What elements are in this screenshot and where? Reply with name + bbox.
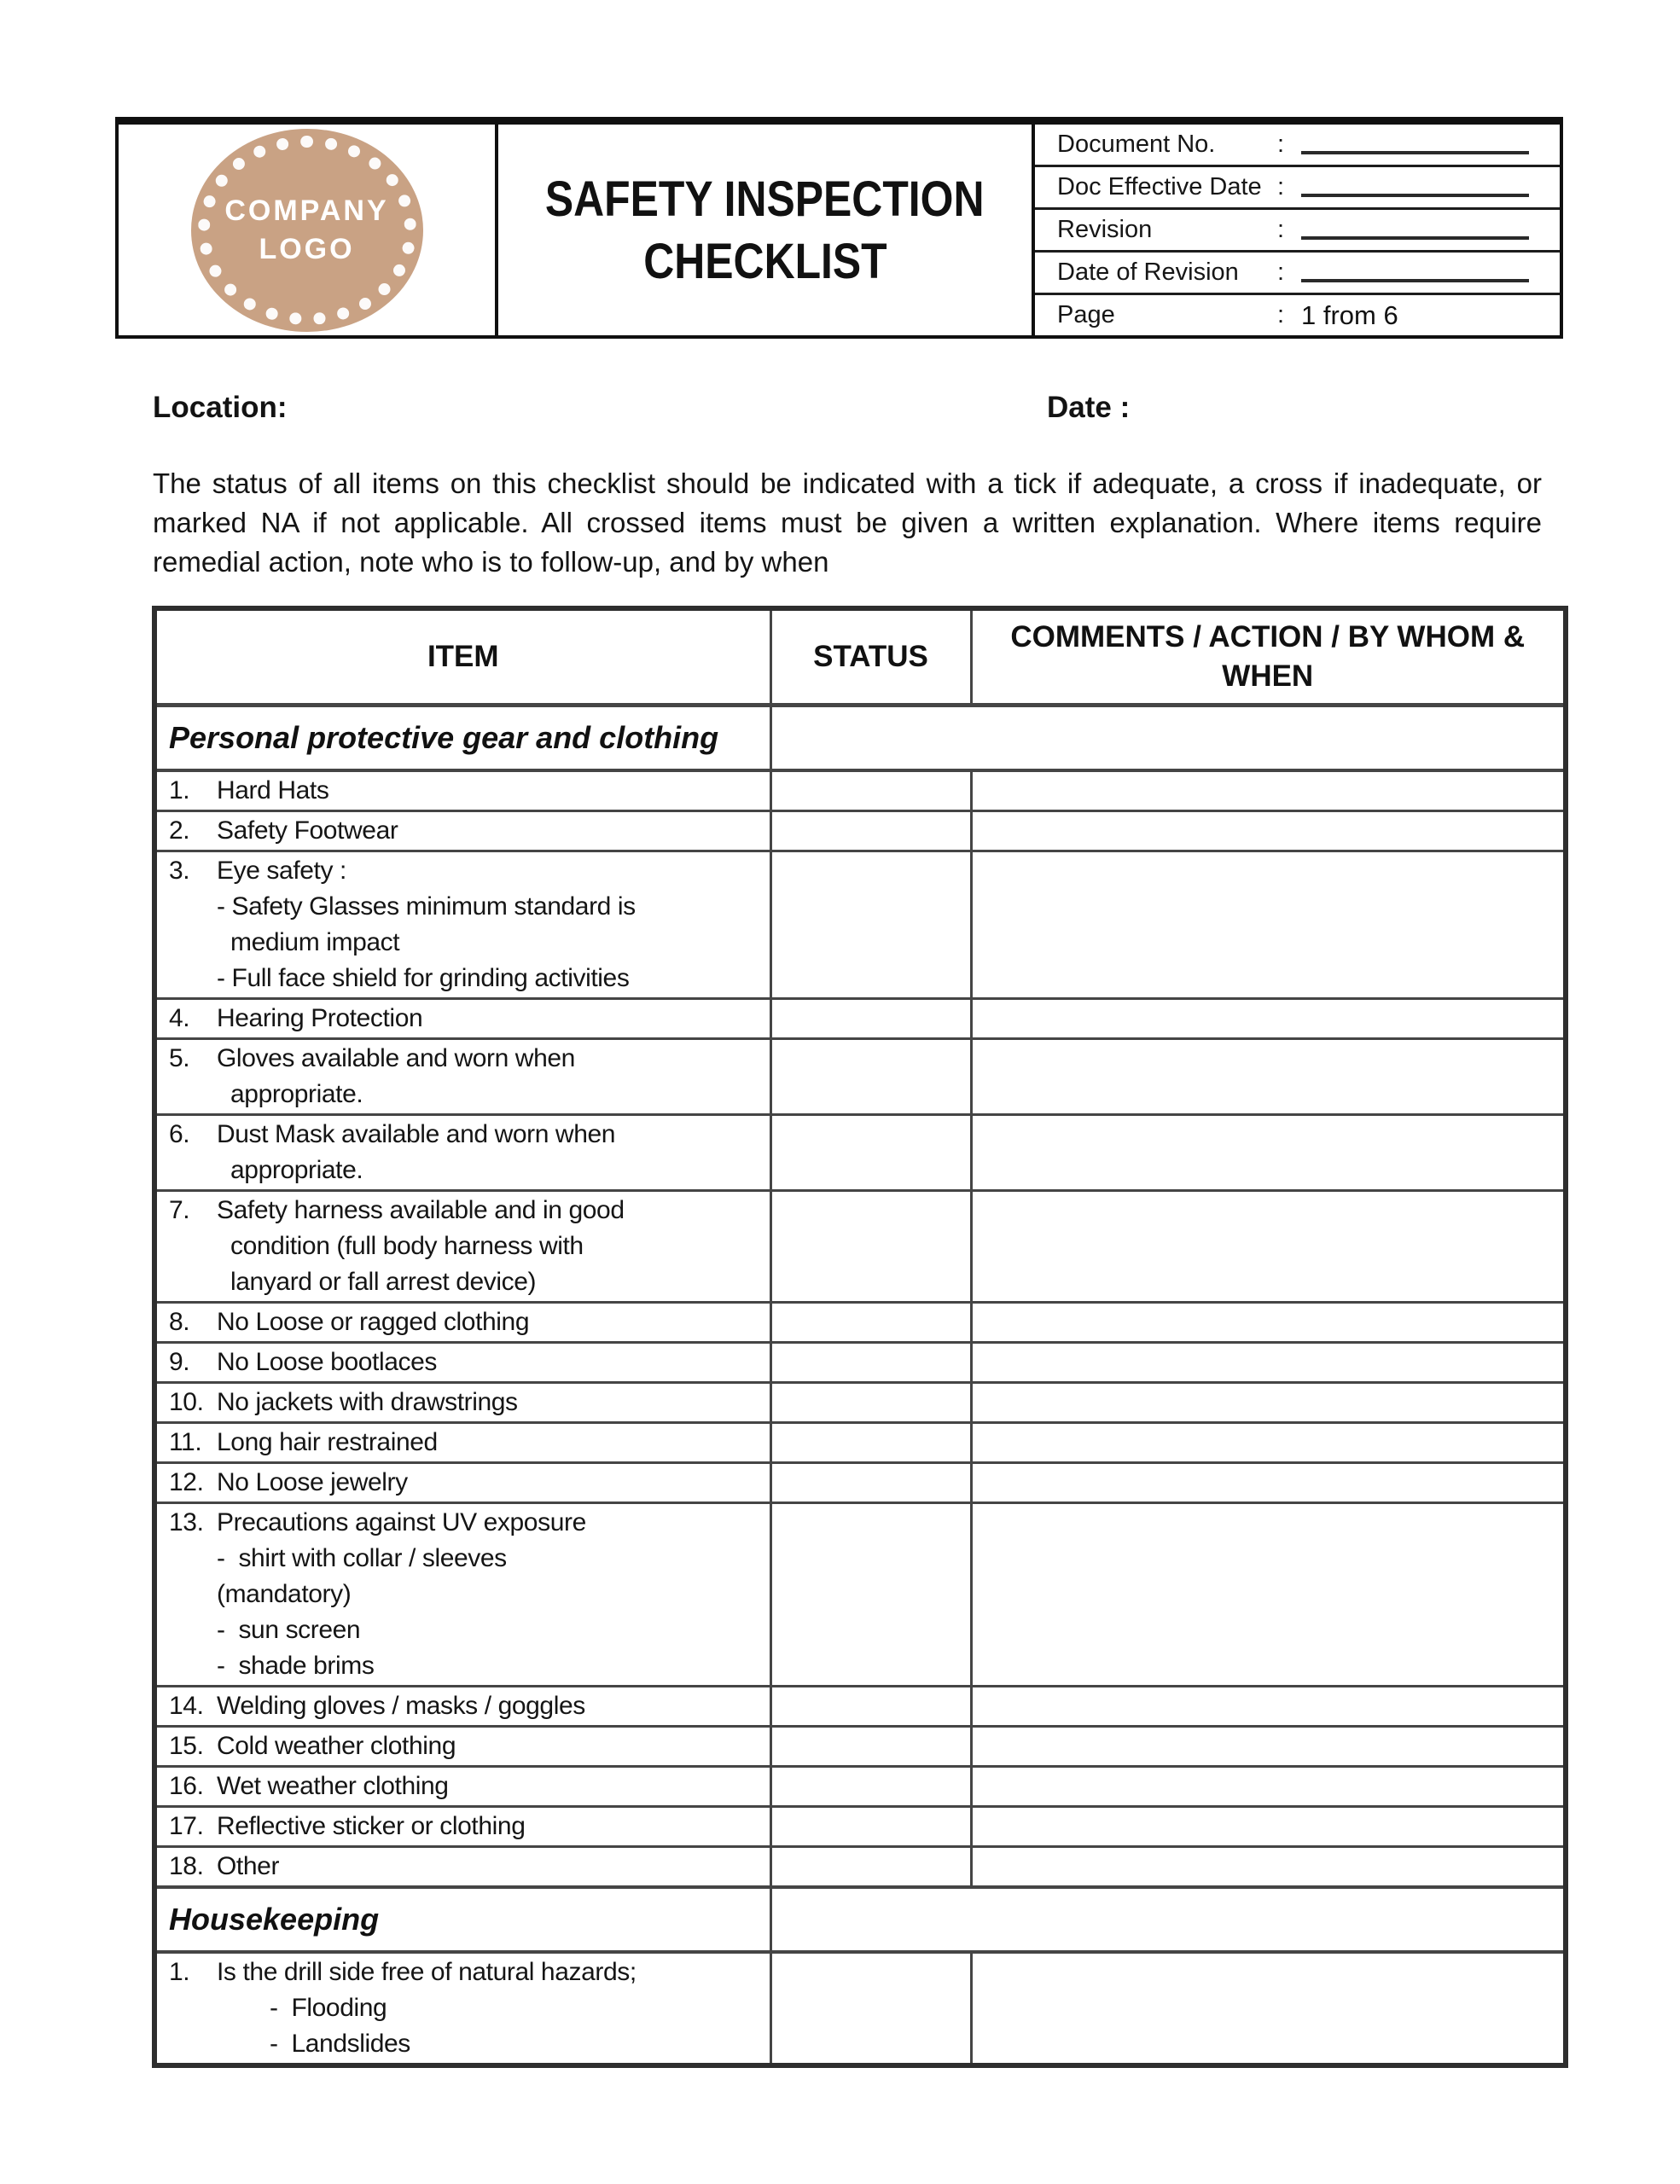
item-cell [154,1463,770,1503]
item-line [169,813,763,849]
item-text: Wet weather clothing [217,1772,449,1800]
status-cell[interactable] [770,1727,971,1767]
comments-cell[interactable] [971,1807,1566,1847]
status-cell[interactable] [770,770,971,811]
column-header-comments: COMMENTS / ACTION / BY WHOM & WHEN [971,608,1566,706]
item-line: - Flooding [270,1994,387,2022]
item-cell [154,1687,770,1727]
item-line [169,1809,763,1844]
meta-row [153,391,1543,428]
comments-cell[interactable] [971,1727,1566,1767]
item-text: Is the drill side free of natural hazards; [217,1958,637,1986]
item-text: Gloves available and worn when [217,1044,575,1072]
comments-cell[interactable] [971,1383,1566,1423]
item-number: 7. [169,1196,190,1224]
date-label: Date : [1047,391,1131,424]
item-line [169,1769,763,1804]
item-cell [154,1767,770,1807]
item-cell [154,1115,770,1191]
item-number: 8. [169,1308,190,1336]
item-number: 3. [169,857,190,885]
company-logo [191,129,423,332]
item-line [169,1849,763,1885]
status-cell[interactable] [770,1952,971,2065]
item-text: Other [217,1852,280,1880]
item-row [154,1807,1566,1847]
doc-field-colon: : [1277,258,1285,286]
item-row [154,770,1566,811]
item-cell [154,1343,770,1383]
item-text: Hearing Protection [217,1004,423,1032]
comments-cell[interactable] [971,770,1566,811]
doc-field-colon: : [1277,301,1285,328]
item-number: 16. [169,1772,204,1800]
status-cell[interactable] [770,1303,971,1343]
column-header-status: STATUS [770,608,971,706]
table-header-row [154,608,1566,706]
status-cell[interactable] [770,1343,971,1383]
item-text: Long hair restrained [217,1428,438,1456]
item-line: appropriate. [230,1080,363,1108]
item-number: 1. [169,1958,190,1986]
comments-cell[interactable] [971,1952,1566,2065]
item-line [169,1041,763,1077]
item-cell [154,851,770,999]
item-cell [154,811,770,851]
doc-info [1035,125,1560,335]
doc-info-row [1035,295,1560,335]
item-row [154,1503,1566,1687]
status-cell[interactable] [770,1039,971,1115]
comments-cell[interactable] [971,1503,1566,1687]
item-row [154,1727,1566,1767]
item-cell [154,770,770,811]
item-number: 18. [169,1852,204,1880]
item-row [154,1383,1566,1423]
section-fill-cell[interactable] [770,706,1566,771]
item-text: Eye safety : [217,857,346,885]
doc-field-label: Document No. [1057,131,1216,158]
comments-cell[interactable] [971,1303,1566,1343]
item-text: Safety Footwear [217,816,398,845]
status-cell[interactable] [770,1807,971,1847]
item-number: 10. [169,1388,204,1416]
doc-info-row [1035,210,1560,253]
item-number: 13. [169,1508,204,1536]
item-line [169,1465,763,1501]
item-line: - sun screen [217,1616,361,1644]
blank-line[interactable] [1301,194,1529,197]
section-title: Personal protective gear and clothing [154,706,770,771]
item-cell [154,1727,770,1767]
doc-page-value: 1 from 6 [1301,299,1398,330]
item-line: appropriate. [230,1156,363,1184]
item-number: 11. [169,1428,202,1456]
status-cell[interactable] [770,851,971,999]
doc-field-label: Revision [1057,216,1153,243]
item-line [169,1728,763,1764]
item-number: 14. [169,1692,204,1720]
doc-field-colon: : [1277,216,1285,243]
item-row [154,1687,1566,1727]
doc-field-label: Date of Revision [1057,258,1239,286]
doc-info-row [1035,253,1560,295]
item-text: Hard Hats [217,776,329,804]
doc-field-label: Doc Effective Date [1057,173,1262,200]
comments-cell[interactable] [971,1115,1566,1191]
item-line [169,1193,763,1228]
comments-cell[interactable] [971,1847,1566,1888]
item-number: 6. [169,1120,190,1148]
item-line: - Landslides [270,2030,410,2058]
item-cell [154,1191,770,1303]
status-cell[interactable] [770,1115,971,1191]
section-row [154,706,1566,771]
comments-cell[interactable] [971,1687,1566,1727]
item-line: (mandatory) [217,1580,352,1608]
instructions-text: The status of all items on this checklist should be indicated with a tick if adequate, a cross if inadequate, or marked NA if not applicable. All crossed items must be given a written explanation. Where items require remedial action, note who is to follow-up, and by when [153,468,1542,578]
logo-text-line1: COMPANY [224,195,389,228]
item-text: No Loose or ragged clothing [217,1308,530,1336]
page-title-line1: SAFETY INSPECTION [545,171,985,227]
status-cell[interactable] [770,1423,971,1463]
item-number: 9. [169,1348,190,1376]
item-line [169,1955,763,1990]
item-line: - Full face shield for grinding activities [217,964,630,992]
status-cell[interactable] [770,811,971,851]
item-line: condition (full body harness with [230,1232,584,1260]
comments-cell[interactable] [971,1039,1566,1115]
section-row [154,1887,1566,1952]
status-cell[interactable] [770,1383,971,1423]
status-cell[interactable] [770,1463,971,1503]
item-line [169,1304,763,1340]
blank-line[interactable] [1301,279,1529,282]
comments-cell[interactable] [971,811,1566,851]
item-cell [154,1807,770,1847]
item-row [154,1303,1566,1343]
comments-cell[interactable] [971,1767,1566,1807]
title-cell [498,125,1035,335]
item-row [154,1847,1566,1888]
comments-cell[interactable] [971,851,1566,999]
blank-line[interactable] [1301,151,1529,154]
column-header-item: ITEM [154,608,770,706]
item-row [154,1952,1566,2065]
item-line [169,1001,763,1037]
status-cell[interactable] [770,999,971,1039]
item-cell [154,999,770,1039]
item-line [169,1505,763,1541]
item-line [169,853,763,889]
status-cell[interactable] [770,1191,971,1303]
comments-cell[interactable] [971,1463,1566,1503]
item-cell [154,1847,770,1888]
item-line: - Safety Glasses minimum standard is [217,892,636,921]
item-line: - shirt with collar / sleeves [217,1544,507,1572]
item-row [154,1191,1566,1303]
location-label: Location: [153,391,288,424]
item-text: No Loose jewelry [217,1468,408,1496]
item-row [154,851,1566,999]
doc-info-row [1035,167,1560,210]
doc-field-label: Page [1057,301,1115,328]
item-cell [154,1952,770,2065]
comments-cell[interactable] [971,1343,1566,1383]
item-text: Dust Mask available and worn when [217,1120,616,1148]
status-cell[interactable] [770,1687,971,1727]
item-text: No jackets with drawstrings [217,1388,518,1416]
item-row [154,999,1566,1039]
item-text: Welding gloves / masks / goggles [217,1692,585,1720]
item-text: Reflective sticker or clothing [217,1812,526,1840]
checklist-table [152,606,1568,2068]
comments-cell[interactable] [971,1191,1566,1303]
doc-info-row [1035,125,1560,167]
item-cell [154,1503,770,1687]
item-number: 12. [169,1468,204,1496]
item-row [154,811,1566,851]
status-cell[interactable] [770,1847,971,1888]
doc-field-colon: : [1277,131,1285,158]
item-line [169,1117,763,1153]
item-line [169,1345,763,1380]
comments-cell[interactable] [971,999,1566,1039]
item-number: 17. [169,1812,204,1840]
item-line [169,1425,763,1461]
item-cell [154,1383,770,1423]
item-cell [154,1039,770,1115]
page-title-line2: CHECKLIST [642,233,887,289]
item-number: 5. [169,1044,190,1072]
blank-line[interactable] [1301,236,1529,240]
item-row [154,1463,1566,1503]
item-text: No Loose bootlaces [217,1348,437,1376]
item-cell [154,1303,770,1343]
doc-field-colon: : [1277,173,1285,200]
item-line: - shade brims [217,1652,375,1680]
item-text: Safety harness available and in good [217,1196,625,1224]
item-number: 15. [169,1732,204,1760]
item-row [154,1767,1566,1807]
item-line [169,1385,763,1420]
header-table [115,117,1563,339]
logo-text-line2: LOGO [259,232,355,265]
status-cell[interactable] [770,1767,971,1807]
item-row [154,1343,1566,1383]
item-number: 4. [169,1004,190,1032]
comments-cell[interactable] [971,1423,1566,1463]
item-row [154,1115,1566,1191]
item-number: 1. [169,776,190,804]
item-row [154,1039,1566,1115]
item-row [154,1423,1566,1463]
logo-text [224,192,388,267]
item-text: Cold weather clothing [217,1732,456,1760]
item-number: 2. [169,816,190,845]
item-line: medium impact [230,928,400,956]
status-cell[interactable] [770,1503,971,1687]
item-text: Precautions against UV exposure [217,1508,586,1536]
item-line: lanyard or fall arrest device) [230,1268,537,1296]
item-line [169,773,763,809]
section-fill-cell[interactable] [770,1887,1566,1952]
logo-cell [119,125,498,335]
item-line [169,1688,763,1724]
section-title: Housekeeping [154,1887,770,1952]
item-cell [154,1423,770,1463]
